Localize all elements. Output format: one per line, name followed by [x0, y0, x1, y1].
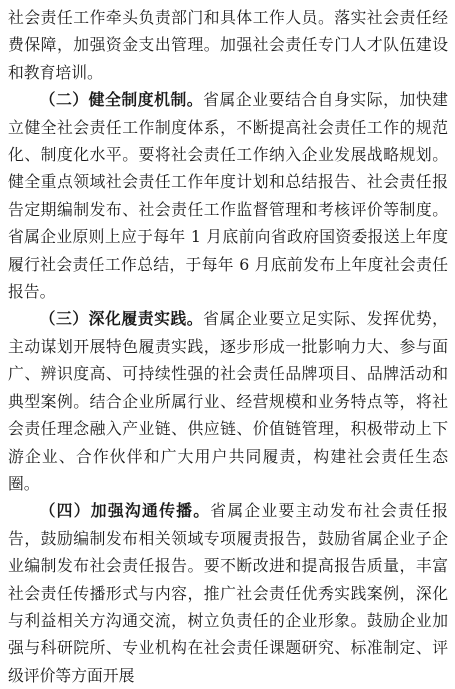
section-heading: （二）健全制度机制。: [39, 90, 204, 110]
document-body: [8, 4, 448, 689]
paragraph-text: 省属企业要主动发布社会责任报告，鼓励编制发布相关领域专项履责报告，鼓励省属企业子企业编制发布社会责任报告。要不断改进和提高报告质量，丰富社会责任传播形式与内容，推广社会责任优秀实践案例，深化与利益相关方沟通交流，树立负责任的企业形象。鼓励企业加强与科研院所、专业机构在社会责任课题研究、标准制定、评级评价等方面开展: [8, 501, 448, 685]
paragraph-system-mechanism: [8, 86, 448, 305]
section-heading: （四）加强沟通传播。: [39, 501, 211, 521]
paragraph-practice: [8, 305, 448, 497]
section-heading: （三）深化履责实践。: [39, 309, 204, 329]
paragraph-text: 省属企业要立足实际、发挥优势，主动谋划开展特色履责实践，逐步形成一批影响力大、参与面广、辨识度高、可持续性强的社会责任品牌项目、品牌活动和典型案例。结合企业所属行业、经营规模和业务特点等，将社会责任理念融入产业链、供应链、价值链管理，积极带动上下游企业、合作伙伴和广大用户共同履责，构建社会责任生态圈。: [8, 309, 448, 493]
paragraph-continuation: [8, 4, 448, 86]
paragraph-text: 社会责任工作牵头负责部门和具体工作人员。落实社会责任经费保障，加强资金支出管理。加强社会责任专门人才队伍建设和教育培训。: [8, 8, 448, 82]
paragraph-text: 省属企业要结合自身实际，加快建立健全社会责任工作制度体系，不断提高社会责任工作的规范化、制度化水平。要将社会责任工作纳入企业发展战略规划。健全重点领域社会责任工作年度计划和总结报告、社会责任报告定期编制发布、社会责任工作监督管理和考核评价等制度。省属企业原则上应于每年 1 月底前向省政府国资委报送上年度履行社会责任工作总结，于每年 6 月底前发布上年度社会责任报告。: [8, 90, 448, 302]
paragraph-communication: [8, 497, 448, 689]
